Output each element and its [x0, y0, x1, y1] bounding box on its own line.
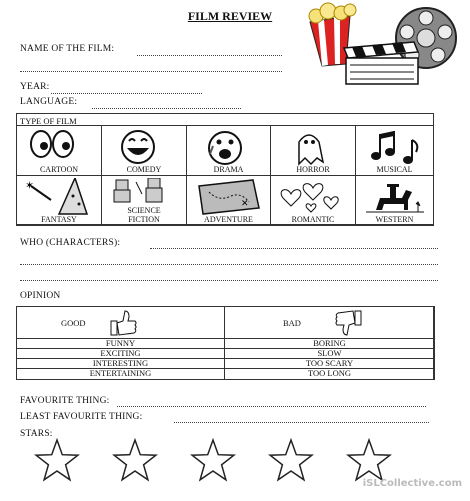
genre-fantasy[interactable] [16, 175, 102, 226]
svg-text:✕: ✕ [241, 199, 249, 209]
genre-science-fiction[interactable] [101, 175, 187, 226]
star-icon[interactable] [112, 438, 158, 484]
genre-label: HORROR [296, 164, 330, 174]
svg-text:✶: ✶ [25, 179, 35, 192]
good-item-funny[interactable]: FUNNY [16, 338, 225, 349]
star-icon[interactable] [268, 438, 314, 484]
genre-label: MUSICAL [376, 164, 413, 174]
bad-item-too-scary[interactable]: TOO SCARY [224, 358, 435, 369]
wizard-hat-icon [23, 178, 95, 216]
bad-label: BAD [283, 318, 301, 328]
popcorn-clapperboard-film-reel-icon [306, 2, 466, 86]
genre-comedy[interactable] [101, 125, 187, 176]
robots-icon [108, 178, 180, 204]
genre-label: FANTASY [41, 214, 77, 224]
opinion-heading: OPINION [20, 291, 61, 301]
film-name-line-2[interactable] [20, 71, 282, 72]
music-notes-icon [362, 128, 428, 166]
star-icon[interactable] [190, 438, 236, 484]
bad-item-too-long[interactable]: TOO LONG [224, 368, 435, 380]
treasure-map-icon [193, 178, 265, 216]
genre-label: ADVENTURE [204, 214, 253, 224]
thumbs-up-icon [109, 309, 139, 337]
language-label: LANGUAGE: [20, 97, 78, 107]
favourite-label: FAVOURITE THING: [20, 396, 110, 406]
genre-label: ROMANTIC [291, 214, 335, 224]
ghost-icon [277, 128, 349, 166]
good-item-exciting[interactable]: EXCITING [16, 348, 225, 359]
genre-label: SCIENCE FICTION [127, 206, 161, 224]
cowboy-horse-icon [362, 178, 428, 216]
film-name-line[interactable] [137, 55, 282, 56]
bad-item-slow[interactable]: SLOW [224, 348, 435, 359]
language-line[interactable] [92, 108, 241, 109]
film-type-table [16, 113, 434, 225]
laughing-face-icon [108, 128, 180, 166]
genre-label: DRAMA [213, 164, 244, 174]
genre-label: CARTOON [39, 164, 79, 174]
stars-label: STARS: [20, 429, 53, 439]
good-item-interesting[interactable]: INTERESTING [16, 358, 225, 369]
year-line[interactable] [51, 93, 202, 94]
thumbs-down-icon [333, 309, 363, 337]
star-icon[interactable] [34, 438, 80, 484]
favourite-line[interactable] [117, 406, 426, 407]
genre-musical[interactable] [355, 125, 434, 176]
good-label: GOOD [61, 318, 86, 328]
genre-romantic[interactable] [270, 175, 356, 226]
least-favourite-label: LEAST FAVOURITE THING: [20, 412, 143, 422]
cartoon-eyes-icon [23, 128, 95, 164]
page-title: FILM REVIEW [187, 9, 273, 23]
genre-drama[interactable] [186, 125, 271, 176]
bad-header[interactable] [224, 306, 435, 339]
watermark: iSLCollective.com [362, 478, 462, 489]
genre-adventure[interactable] [186, 175, 271, 226]
crying-face-icon [193, 128, 265, 166]
characters-label: WHO (CHARACTERS): [20, 238, 121, 248]
genre-label: COMEDY [126, 164, 162, 174]
characters-line-2[interactable] [20, 264, 438, 265]
film-type-heading: TYPE OF FILM [20, 116, 77, 126]
genre-horror[interactable] [270, 125, 356, 176]
film-name-label: NAME OF THE FILM: [20, 44, 115, 54]
genre-label: WESTERN [375, 214, 414, 224]
characters-line-3[interactable] [20, 280, 438, 281]
characters-line[interactable] [150, 248, 438, 249]
year-label: YEAR: [20, 82, 50, 92]
genre-cartoon[interactable] [16, 125, 102, 176]
opinion-table [16, 306, 434, 380]
good-item-entertaining[interactable]: ENTERTAINING [16, 368, 225, 380]
good-header[interactable] [16, 306, 225, 339]
genre-western[interactable] [355, 175, 434, 226]
least-favourite-line[interactable] [174, 422, 429, 423]
bad-item-boring[interactable]: BORING [224, 338, 435, 349]
hearts-icon [277, 178, 349, 216]
